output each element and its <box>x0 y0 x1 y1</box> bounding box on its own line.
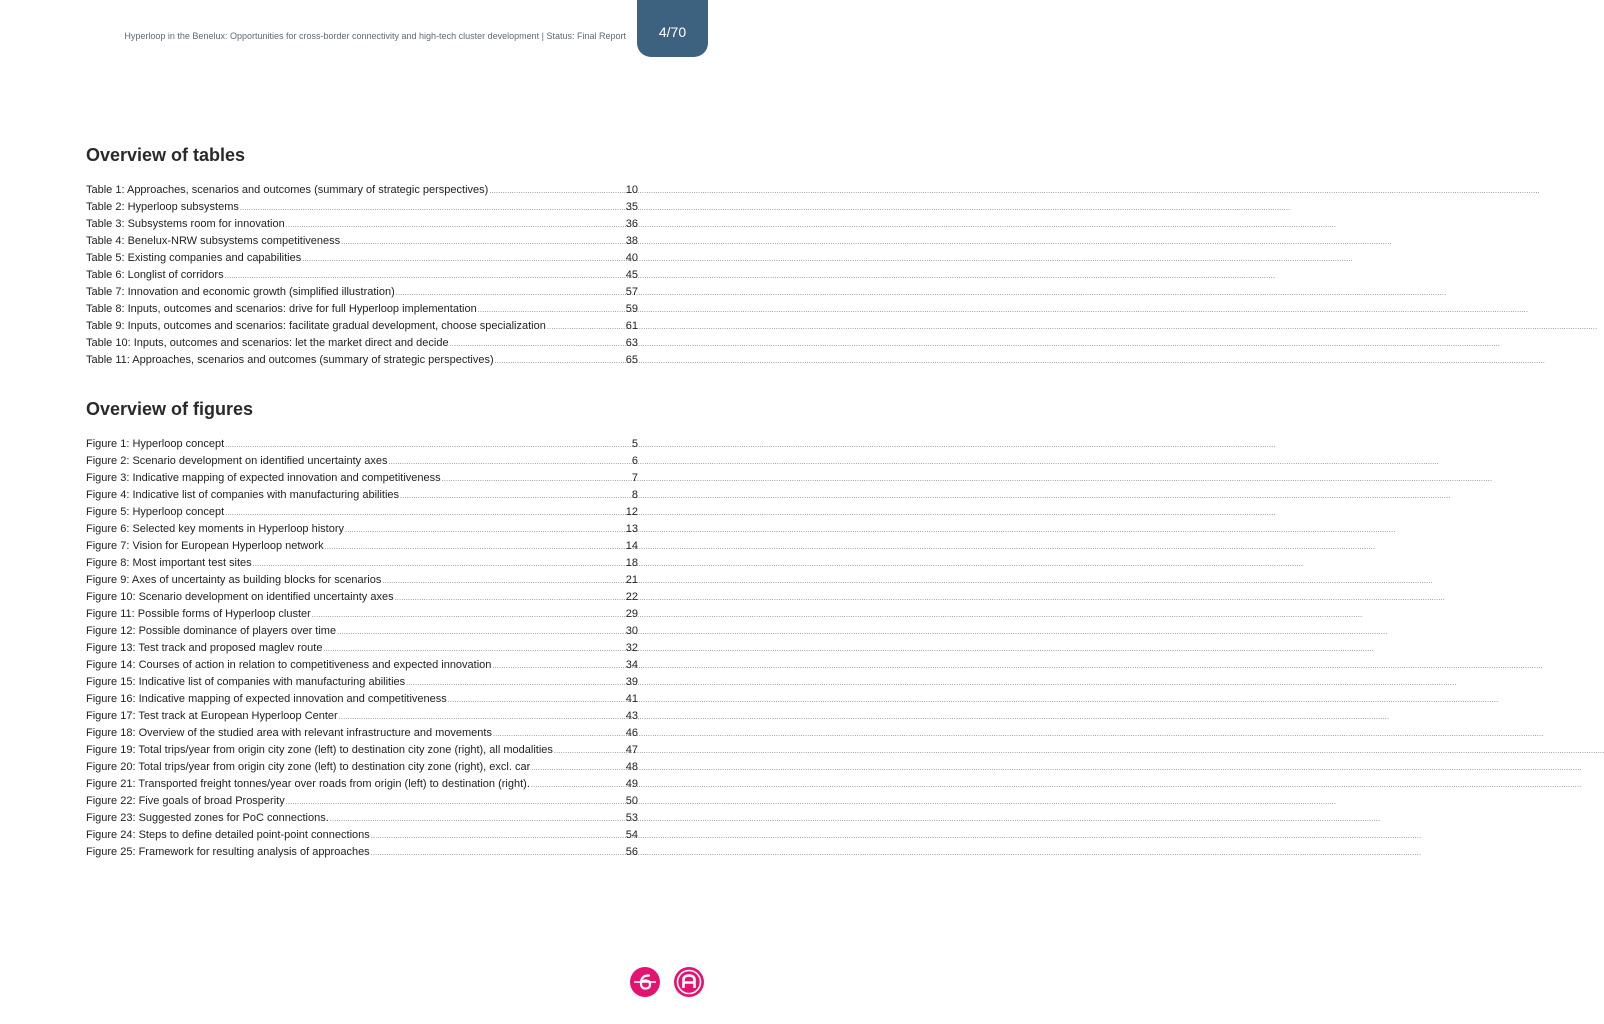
toc-dot-leader <box>448 692 625 709</box>
toc-entry-label: Figure 16: Indicative mapping of expected innovation and competitiveness <box>86 693 447 705</box>
toc-entry-label: Figure 13: Test track and proposed maglev route <box>86 642 323 654</box>
toc-entry[interactable] <box>86 521 638 538</box>
toc-entry-page: 49 <box>625 778 638 790</box>
toc-entry-label: Table 4: Benelux-NRW subsystems competitiveness <box>86 235 341 247</box>
toc-dot-leader <box>450 336 625 353</box>
toc-entry-page: 48 <box>625 761 638 773</box>
figures-section <box>86 397 638 861</box>
toc-dot-leader <box>240 200 625 217</box>
toc-entry-page: 57 <box>625 286 638 298</box>
toc-entry-label: Table 3: Subsystems room for innovation <box>86 218 285 230</box>
tables-list <box>86 182 638 369</box>
toc-entry-page: 47 <box>625 744 638 756</box>
toc-entry-label: Figure 10: Scenario development on identified uncertainty axes <box>86 591 394 603</box>
toc-entry[interactable] <box>86 844 638 861</box>
toc-dot-leader <box>493 726 625 743</box>
toc-entry[interactable] <box>86 504 638 521</box>
toc-entry-label: Figure 18: Overview of the studied area with relevant infrastructure and movements <box>86 727 492 739</box>
toc-dot-leader <box>442 471 631 488</box>
figures-list <box>86 436 638 861</box>
toc-entry[interactable] <box>86 657 638 674</box>
toc-entry-label: Figure 14: Courses of action in relation to competitiveness and expected innovation <box>86 659 492 671</box>
toc-entry-label: Figure 20: Total trips/year from origin city zone (left) to destination city zone (right), excl. car <box>86 761 531 773</box>
toc-entry-label: Figure 21: Transported freight tonnes/year over roads from origin (left) to destination (right). <box>86 778 530 790</box>
toc-entry-page: 35 <box>625 201 638 213</box>
tables-heading: Overview of tables <box>86 145 246 165</box>
toc-entry-label: Figure 17: Test track at European Hyperloop Center <box>86 710 338 722</box>
toc-entry-label: Figure 12: Possible dominance of players over time <box>86 625 337 637</box>
toc-entry-page: 12 <box>625 506 638 518</box>
toc-entry-page: 41 <box>625 693 638 705</box>
toc-dot-leader <box>253 556 625 573</box>
toc-entry[interactable] <box>86 776 638 793</box>
toc-entry-label: Figure 1: Hyperloop concept <box>86 438 225 450</box>
toc-dot-leader <box>286 794 625 811</box>
toc-entry-page: 56 <box>625 846 638 858</box>
toc-entry[interactable] <box>86 793 638 810</box>
toc-entry-label: Figure 2: Scenario development on identified uncertainty axes <box>86 455 388 467</box>
toc-entry-page: 46 <box>625 727 638 739</box>
running-header: Hyperloop in the Benelux: Opportunities for cross-border connectivity and high-tech cluster development | Status: Final Report <box>124 31 626 41</box>
toc-entry[interactable] <box>86 742 638 759</box>
toc-dot-leader <box>225 268 625 285</box>
toc-dot-leader <box>339 709 625 726</box>
toc-entry-page: 30 <box>625 625 638 637</box>
toc-dot-leader <box>286 217 625 234</box>
toc-dot-leader <box>312 607 625 624</box>
toc-dot-leader <box>337 624 625 641</box>
toc-entry-label: Figure 25: Framework for resulting analysis of approaches <box>86 846 370 858</box>
toc-entry[interactable] <box>86 725 638 742</box>
toc-entry-label: Figure 22: Five goals of broad Prosperity <box>86 795 285 807</box>
toc-entry[interactable] <box>86 708 638 725</box>
toc-entry-page: 61 <box>625 320 638 332</box>
toc-entry-page: 53 <box>625 812 638 824</box>
toc-entry[interactable] <box>86 470 638 487</box>
toc-entry[interactable] <box>86 436 638 453</box>
toc-entry[interactable] <box>86 572 638 589</box>
toc-entry-label: Figure 7: Vision for European Hyperloop network <box>86 540 324 552</box>
toc-entry[interactable] <box>86 250 638 267</box>
page-number-tab: 4/70 <box>637 0 708 57</box>
toc-entry[interactable] <box>86 691 638 708</box>
toc-entry[interactable] <box>86 267 638 284</box>
toc-entry-page: 45 <box>625 269 638 281</box>
toc-entry-page: 22 <box>625 591 638 603</box>
toc-entry-page: 65 <box>625 354 638 366</box>
toc-dot-leader <box>330 811 625 828</box>
toc-entry-label: Figure 23: Suggested zones for PoC connections. <box>86 812 329 824</box>
toc-dot-leader <box>395 590 625 607</box>
toc-dot-leader <box>371 828 625 845</box>
toc-dot-leader <box>325 539 625 556</box>
toc-entry-label: Figure 19: Total trips/year from origin city zone (left) to destination city zone (right), all modalities <box>86 744 553 756</box>
toc-entry-page: 59 <box>625 303 638 315</box>
toc-entry-page: 63 <box>625 337 638 349</box>
toc-entry-label: Table 11: Approaches, scenarios and outcomes (summary of strategic perspectives) <box>86 354 494 366</box>
toc-entry-label: Figure 5: Hyperloop concept <box>86 506 225 518</box>
toc-dot-leader <box>371 845 625 862</box>
toc-entry[interactable] <box>86 182 638 199</box>
toc-dot-leader <box>341 234 625 251</box>
toc-entry-label: Table 9: Inputs, outcomes and scenarios: facilitate gradual development, choose specialization <box>86 320 546 332</box>
toc-entry[interactable] <box>86 335 638 352</box>
toc-dot-leader <box>396 285 625 302</box>
toc-entry-label: Figure 9: Axes of uncertainty as building blocks for scenarios <box>86 574 382 586</box>
toc-entry-page: 10 <box>625 184 638 196</box>
toc-dot-leader <box>489 183 624 200</box>
toc-entry-page: 6 <box>631 455 638 467</box>
toc-entry-label: Figure 3: Indicative mapping of expected innovation and competitiveness <box>86 472 441 484</box>
toc-dot-leader <box>225 505 625 522</box>
toc-entry-label: Table 6: Longlist of corridors <box>86 269 224 281</box>
tables-section <box>86 143 638 369</box>
toc-entry-page: 36 <box>625 218 638 230</box>
toc-entry[interactable] <box>86 538 638 555</box>
six-logo-icon <box>630 967 660 997</box>
toc-dot-leader <box>382 573 624 590</box>
toc-entry[interactable] <box>86 674 638 691</box>
toc-entry-page: 50 <box>625 795 638 807</box>
toc-entry-page: 32 <box>625 642 638 654</box>
toc-entry-label: Table 5: Existing companies and capabilities <box>86 252 302 264</box>
toc-entry-page: 39 <box>625 676 638 688</box>
toc-entry[interactable] <box>86 827 638 844</box>
toc-dot-leader <box>406 675 625 692</box>
toc-entry[interactable] <box>86 589 638 606</box>
toc-dot-leader <box>323 641 624 658</box>
toc-entry-page: 14 <box>625 540 638 552</box>
toc-entry[interactable] <box>86 640 638 657</box>
toc-entry-page: 29 <box>625 608 638 620</box>
toc-entry-label: Table 1: Approaches, scenarios and outcomes (summary of strategic perspectives) <box>86 184 489 196</box>
toc-entry-label: Table 2: Hyperloop subsystems <box>86 201 239 213</box>
toc-entry[interactable] <box>86 810 638 827</box>
toc-dot-leader <box>345 522 625 539</box>
toc-entry[interactable] <box>86 318 638 335</box>
toc-entry[interactable] <box>86 284 638 301</box>
toc-entry-label: Figure 24: Steps to define detailed point-point connections <box>86 829 370 841</box>
toc-entry-label: Figure 15: Indicative list of companies with manufacturing abilities <box>86 676 406 688</box>
toc-entry-page: 18 <box>625 557 638 569</box>
toc-entry[interactable] <box>86 759 638 776</box>
toc-entry[interactable] <box>86 453 638 470</box>
toc-dot-leader <box>554 743 625 760</box>
toc-entry-page: 8 <box>631 489 638 501</box>
toc-entry-label: Figure 8: Most important test sites <box>86 557 252 569</box>
toc-dot-leader <box>225 437 631 454</box>
toc-dot-leader <box>547 319 625 336</box>
toc-entry-page: 54 <box>625 829 638 841</box>
toc-entry[interactable] <box>86 301 638 318</box>
toc-entry[interactable] <box>86 352 638 369</box>
toc-dot-leader <box>302 251 625 268</box>
toc-dot-leader <box>531 760 624 777</box>
toc-entry[interactable] <box>86 216 638 233</box>
toc-entry-label: Figure 4: Indicative list of companies with manufacturing abilities <box>86 489 400 501</box>
toc-entry-label: Table 7: Innovation and economic growth (simplified illustration) <box>86 286 395 298</box>
toc-dot-leader <box>492 658 624 675</box>
toc-entry-label: Figure 11: Possible forms of Hyperloop cluster <box>86 608 311 620</box>
toc-entry[interactable] <box>86 555 638 572</box>
toc-entry-page: 38 <box>625 235 638 247</box>
figures-heading: Overview of figures <box>86 399 254 419</box>
toc-dot-leader <box>478 302 625 319</box>
toc-entry[interactable] <box>86 233 638 250</box>
toc-entry-page: 13 <box>625 523 638 535</box>
toc-entry-page: 40 <box>625 252 638 264</box>
toc-entry-page: 7 <box>631 472 638 484</box>
toc-entry[interactable] <box>86 623 638 640</box>
toc-entry-label: Table 8: Inputs, outcomes and scenarios: drive for full Hyperloop implementation <box>86 303 477 315</box>
toc-dot-leader <box>495 353 625 370</box>
toc-dot-leader <box>400 488 631 505</box>
toc-entry-page: 34 <box>625 659 638 671</box>
toc-entry[interactable] <box>86 487 638 504</box>
toc-entry[interactable] <box>86 606 638 623</box>
toc-dot-leader <box>531 777 625 794</box>
toc-entry[interactable] <box>86 199 638 216</box>
a-logo-icon <box>674 967 704 997</box>
toc-entry-page: 5 <box>631 438 638 450</box>
toc-entry-page: 21 <box>625 574 638 586</box>
toc-dot-leader <box>388 454 630 471</box>
toc-entry-page: 43 <box>625 710 638 722</box>
toc-entry-label: Figure 6: Selected key moments in Hyperloop history <box>86 523 345 535</box>
toc-entry-label: Table 10: Inputs, outcomes and scenarios: let the market direct and decide <box>86 337 449 349</box>
